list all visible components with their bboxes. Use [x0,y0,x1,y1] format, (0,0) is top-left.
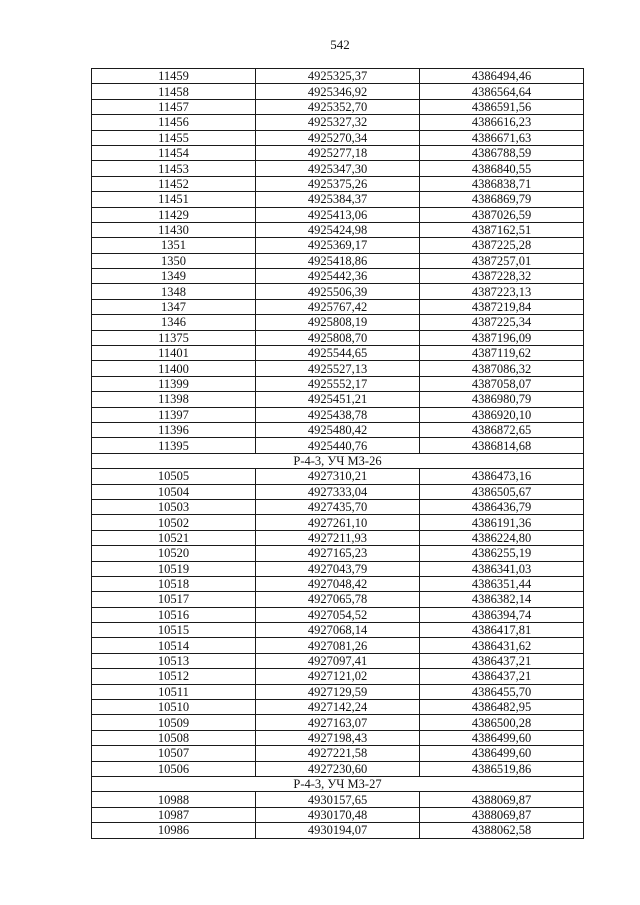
y-coordinate-cell: 4386499,60 [420,730,584,745]
table-row [92,192,584,207]
x-coordinate-cell: 4925327,32 [256,115,420,130]
table-row [92,546,584,561]
x-coordinate-cell: 4927211,93 [256,530,420,545]
x-coordinate-cell: 4927129,59 [256,684,420,699]
y-coordinate-cell: 4386505,67 [420,484,584,499]
table-row [92,823,584,838]
x-coordinate-cell: 4927221,58 [256,746,420,761]
y-coordinate-cell: 4386382,14 [420,592,584,607]
table-row [92,669,584,684]
x-coordinate-cell: 4925384,37 [256,192,420,207]
table-row [92,715,584,730]
point-number-cell: 10503 [92,499,256,514]
y-coordinate-cell: 4386437,21 [420,653,584,668]
y-coordinate-cell: 4386838,71 [420,176,584,191]
y-coordinate-cell: 4387225,28 [420,238,584,253]
x-coordinate-cell: 4925347,30 [256,161,420,176]
point-number-cell: 10507 [92,746,256,761]
point-number-cell: 1348 [92,284,256,299]
point-number-cell: 11458 [92,84,256,99]
y-coordinate-cell: 4387026,59 [420,207,584,222]
table-row [92,576,584,591]
x-coordinate-cell: 4927121,02 [256,669,420,684]
point-number-cell: 10511 [92,684,256,699]
y-coordinate-cell: 4387257,01 [420,253,584,268]
y-coordinate-cell: 4386436,79 [420,499,584,514]
point-number-cell: 10506 [92,761,256,776]
table-row [92,176,584,191]
x-coordinate-cell: 4927163,07 [256,715,420,730]
point-number-cell: 10514 [92,638,256,653]
x-coordinate-cell: 4925438,78 [256,407,420,422]
table-row [92,484,584,499]
x-coordinate-cell: 4925480,42 [256,422,420,437]
point-number-cell: 11459 [92,69,256,84]
section-header-row [92,776,584,791]
y-coordinate-cell: 4388069,87 [420,807,584,822]
coordinates-table-body [92,69,584,839]
x-coordinate-cell: 4930157,65 [256,792,420,807]
table-row [92,746,584,761]
y-coordinate-cell: 4386591,56 [420,99,584,114]
y-coordinate-cell: 4387223,13 [420,284,584,299]
y-coordinate-cell: 4386840,55 [420,161,584,176]
y-coordinate-cell: 4387086,32 [420,361,584,376]
table-row [92,238,584,253]
point-number-cell: 11395 [92,438,256,453]
y-coordinate-cell: 4386494,46 [420,69,584,84]
point-number-cell: 10518 [92,576,256,591]
table-row [92,515,584,530]
table-row [92,299,584,314]
point-number-cell: 11401 [92,346,256,361]
table-row [92,330,584,345]
table-row [92,222,584,237]
point-number-cell: 10517 [92,592,256,607]
point-number-cell: 10510 [92,700,256,715]
y-coordinate-cell: 4386564,64 [420,84,584,99]
point-number-cell: 10515 [92,623,256,638]
y-coordinate-cell: 4386473,16 [420,469,584,484]
x-coordinate-cell: 4927097,41 [256,653,420,668]
y-coordinate-cell: 4386980,79 [420,392,584,407]
y-coordinate-cell: 4386455,70 [420,684,584,699]
point-number-cell: 10505 [92,469,256,484]
table-row [92,530,584,545]
table-row [92,269,584,284]
table-row [92,115,584,130]
point-number-cell: 11397 [92,407,256,422]
table-row [92,407,584,422]
point-number-cell: 10519 [92,561,256,576]
point-number-cell: 11399 [92,376,256,391]
y-coordinate-cell: 4387119,62 [420,346,584,361]
y-coordinate-cell: 4386431,62 [420,638,584,653]
x-coordinate-cell: 4927043,79 [256,561,420,576]
y-coordinate-cell: 4386872,65 [420,422,584,437]
x-coordinate-cell: 4927068,14 [256,623,420,638]
table-row [92,207,584,222]
table-row [92,99,584,114]
point-number-cell: 10513 [92,653,256,668]
table-row [92,807,584,822]
y-coordinate-cell: 4386437,21 [420,669,584,684]
table-row [92,161,584,176]
x-coordinate-cell: 4925270,34 [256,130,420,145]
table-row [92,346,584,361]
x-coordinate-cell: 4925552,17 [256,376,420,391]
table-row [92,361,584,376]
point-number-cell: 10502 [92,515,256,530]
point-number-cell: 11455 [92,130,256,145]
y-coordinate-cell: 4386224,80 [420,530,584,545]
table-row [92,561,584,576]
x-coordinate-cell: 4925544,65 [256,346,420,361]
point-number-cell: 11396 [92,422,256,437]
x-coordinate-cell: 4925767,42 [256,299,420,314]
point-number-cell: 11457 [92,99,256,114]
table-row [92,253,584,268]
table-row [92,392,584,407]
point-number-cell: 11375 [92,330,256,345]
point-number-cell: 1350 [92,253,256,268]
point-number-cell: 11398 [92,392,256,407]
table-row [92,84,584,99]
y-coordinate-cell: 4386417,81 [420,623,584,638]
x-coordinate-cell: 4927081,26 [256,638,420,653]
point-number-cell: 11454 [92,145,256,160]
x-coordinate-cell: 4925808,19 [256,315,420,330]
section-title: Р-4-3, УЧ МЗ-27 [92,776,584,791]
table-row [92,730,584,745]
point-number-cell: 11400 [92,361,256,376]
x-coordinate-cell: 4927435,70 [256,499,420,514]
x-coordinate-cell: 4925451,21 [256,392,420,407]
point-number-cell: 10987 [92,807,256,822]
table-row [92,792,584,807]
x-coordinate-cell: 4927310,21 [256,469,420,484]
table-row [92,438,584,453]
y-coordinate-cell: 4386351,44 [420,576,584,591]
page-number: 542 [330,37,350,52]
table-row [92,623,584,638]
y-coordinate-cell: 4386341,03 [420,561,584,576]
x-coordinate-cell: 4925352,70 [256,99,420,114]
table-row [92,607,584,622]
point-number-cell: 11452 [92,176,256,191]
point-number-cell: 1351 [92,238,256,253]
x-coordinate-cell: 4925527,13 [256,361,420,376]
table-row [92,653,584,668]
table-row [92,684,584,699]
y-coordinate-cell: 4387225,34 [420,315,584,330]
y-coordinate-cell: 4386869,79 [420,192,584,207]
x-coordinate-cell: 4925375,26 [256,176,420,191]
y-coordinate-cell: 4386191,36 [420,515,584,530]
point-number-cell: 1349 [92,269,256,284]
table-row [92,130,584,145]
point-number-cell: 1347 [92,299,256,314]
y-coordinate-cell: 4386500,28 [420,715,584,730]
section-title: Р-4-3, УЧ МЗ-26 [92,453,584,468]
x-coordinate-cell: 4925424,98 [256,222,420,237]
x-coordinate-cell: 4925440,76 [256,438,420,453]
y-coordinate-cell: 4386499,60 [420,746,584,761]
point-number-cell: 10988 [92,792,256,807]
x-coordinate-cell: 4927048,42 [256,576,420,591]
coordinates-table [91,68,584,839]
y-coordinate-cell: 4388069,87 [420,792,584,807]
y-coordinate-cell: 4387196,09 [420,330,584,345]
y-coordinate-cell: 4387162,51 [420,222,584,237]
x-coordinate-cell: 4927065,78 [256,592,420,607]
point-number-cell: 10504 [92,484,256,499]
table-row [92,469,584,484]
table-row [92,761,584,776]
x-coordinate-cell: 4930194,07 [256,823,420,838]
y-coordinate-cell: 4386671,63 [420,130,584,145]
x-coordinate-cell: 4927261,10 [256,515,420,530]
table-row [92,145,584,160]
point-number-cell: 1346 [92,315,256,330]
table-row [92,376,584,391]
x-coordinate-cell: 4927054,52 [256,607,420,622]
x-coordinate-cell: 4925277,18 [256,145,420,160]
y-coordinate-cell: 4386482,95 [420,700,584,715]
y-coordinate-cell: 4386519,86 [420,761,584,776]
section-header-row [92,453,584,468]
x-coordinate-cell: 4925442,36 [256,269,420,284]
point-number-cell: 11456 [92,115,256,130]
y-coordinate-cell: 4387058,07 [420,376,584,391]
x-coordinate-cell: 4927333,04 [256,484,420,499]
table-row [92,700,584,715]
y-coordinate-cell: 4388062,58 [420,823,584,838]
x-coordinate-cell: 4925506,39 [256,284,420,299]
x-coordinate-cell: 4925808,70 [256,330,420,345]
point-number-cell: 11453 [92,161,256,176]
x-coordinate-cell: 4925413,06 [256,207,420,222]
point-number-cell: 11451 [92,192,256,207]
table-row [92,592,584,607]
table-row [92,638,584,653]
x-coordinate-cell: 4925325,37 [256,69,420,84]
x-coordinate-cell: 4930170,48 [256,807,420,822]
x-coordinate-cell: 4925418,86 [256,253,420,268]
x-coordinate-cell: 4925369,17 [256,238,420,253]
table-row [92,499,584,514]
table-row [92,315,584,330]
y-coordinate-cell: 4386814,68 [420,438,584,453]
point-number-cell: 10520 [92,546,256,561]
table-row [92,69,584,84]
y-coordinate-cell: 4386255,19 [420,546,584,561]
y-coordinate-cell: 4386788,59 [420,145,584,160]
point-number-cell: 10512 [92,669,256,684]
y-coordinate-cell: 4387219,84 [420,299,584,314]
point-number-cell: 11430 [92,222,256,237]
y-coordinate-cell: 4387228,32 [420,269,584,284]
point-number-cell: 10509 [92,715,256,730]
point-number-cell: 10508 [92,730,256,745]
y-coordinate-cell: 4386616,23 [420,115,584,130]
table-row [92,284,584,299]
x-coordinate-cell: 4927198,43 [256,730,420,745]
x-coordinate-cell: 4927230,60 [256,761,420,776]
x-coordinate-cell: 4927165,23 [256,546,420,561]
y-coordinate-cell: 4386920,10 [420,407,584,422]
table-row [92,422,584,437]
point-number-cell: 10986 [92,823,256,838]
point-number-cell: 10516 [92,607,256,622]
point-number-cell: 10521 [92,530,256,545]
y-coordinate-cell: 4386394,74 [420,607,584,622]
x-coordinate-cell: 4925346,92 [256,84,420,99]
point-number-cell: 11429 [92,207,256,222]
x-coordinate-cell: 4927142,24 [256,700,420,715]
